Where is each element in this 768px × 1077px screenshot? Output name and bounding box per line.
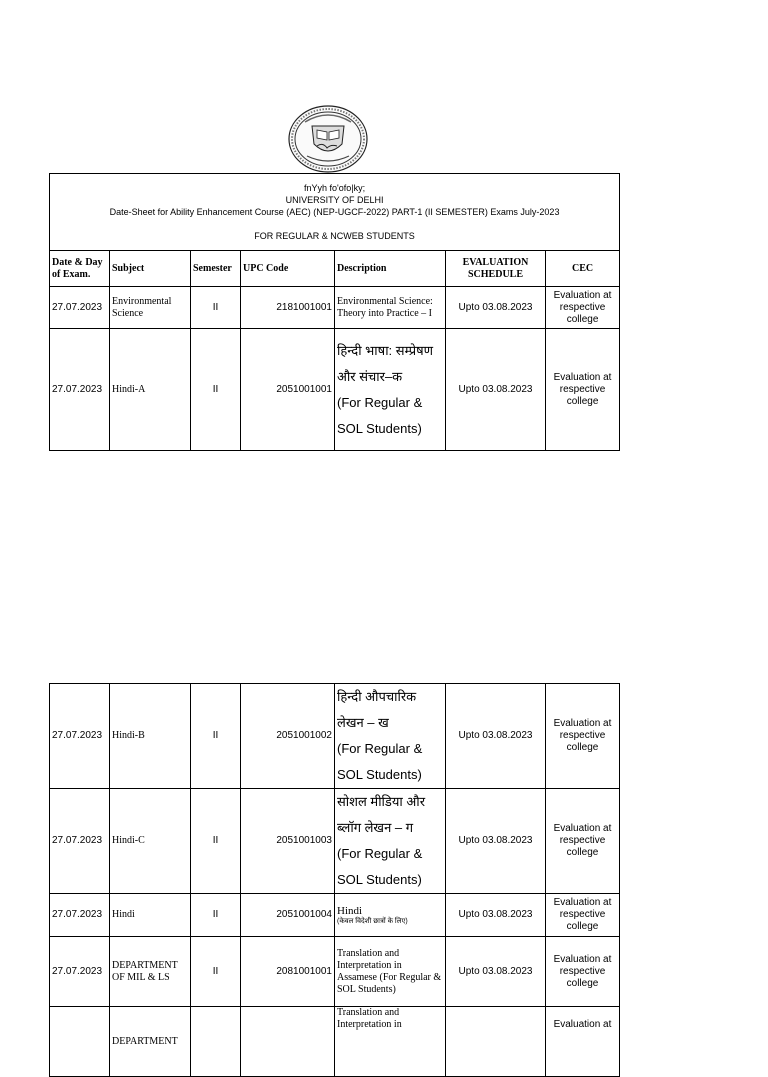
cell-upc: 2051001001 xyxy=(241,329,335,451)
col-header-date: Date & Day of Exam. xyxy=(50,251,110,287)
cell-evaluation: Upto 03.08.2023 xyxy=(446,329,546,451)
cell-description: Translation and Interpretation in xyxy=(335,1007,446,1077)
cell-upc xyxy=(241,1007,335,1077)
cell-evaluation: Upto 03.08.2023 xyxy=(446,789,546,894)
cell-upc: 2181001001 xyxy=(241,287,335,329)
cell-semester: II xyxy=(191,894,241,937)
cell-cec: Evaluation at respective college xyxy=(546,329,620,451)
university-seal-logo xyxy=(287,104,369,174)
cell-subject: Hindi-C xyxy=(110,789,191,894)
cell-evaluation xyxy=(446,1007,546,1077)
cell-upc: 2051001003 xyxy=(241,789,335,894)
cell-cec: Evaluation at respective college xyxy=(546,789,620,894)
table-row xyxy=(50,684,620,789)
datesheet-table-top xyxy=(49,173,620,451)
cell-date: 27.07.2023 xyxy=(50,684,110,789)
column-header-row xyxy=(50,251,620,287)
cell-cec: Evaluation at respective college xyxy=(546,937,620,1007)
description-line: SOL Students) xyxy=(337,420,422,436)
cell-description xyxy=(335,894,446,937)
col-header-subject: Subject xyxy=(110,251,191,287)
datesheet-header xyxy=(50,174,620,251)
table-row xyxy=(50,789,620,894)
cell-evaluation: Upto 03.08.2023 xyxy=(446,684,546,789)
cell-subject: DEPARTMENT xyxy=(110,1007,191,1077)
col-header-semester: Semester xyxy=(191,251,241,287)
description-note: (केवल विदेशी छात्रों के लिए) xyxy=(337,917,408,925)
cell-description xyxy=(335,789,446,894)
cell-semester: II xyxy=(191,684,241,789)
cell-upc: 2051001004 xyxy=(241,894,335,937)
cell-subject: Hindi xyxy=(110,894,191,937)
col-header-evaluation: EVALUATION SCHEDULE xyxy=(446,251,546,287)
cell-semester: II xyxy=(191,329,241,451)
cell-evaluation: Upto 03.08.2023 xyxy=(446,937,546,1007)
description-line: (For Regular & xyxy=(337,741,423,756)
cell-cec: Evaluation at respective college xyxy=(546,894,620,937)
table-row xyxy=(50,894,620,937)
cell-date xyxy=(50,1007,110,1077)
cell-upc: 2081001001 xyxy=(241,937,335,1007)
cell-subject: DEPARTMENT OF MIL & LS xyxy=(110,937,191,1007)
table-row xyxy=(50,937,620,1007)
cell-evaluation: Upto 03.08.2023 xyxy=(446,287,546,329)
description-line: SOL Students) xyxy=(337,767,422,782)
description-line: हिन्दी औपचारिक xyxy=(337,689,417,704)
description-line: ब्लॉग लेखन – ग xyxy=(337,820,414,835)
col-header-description: Description xyxy=(335,251,446,287)
description-line: SOL Students) xyxy=(337,872,422,887)
students-note: FOR REGULAR & NCWEB STUDENTS xyxy=(254,231,415,241)
cell-cec: Evaluation at respective college xyxy=(546,287,620,329)
cell-date: 27.07.2023 xyxy=(50,329,110,451)
cell-cec: Evaluation at respective college xyxy=(546,684,620,789)
description-line: सोशल मीडिया और xyxy=(337,794,426,809)
cell-semester xyxy=(191,1007,241,1077)
cell-semester: II xyxy=(191,937,241,1007)
cell-evaluation: Upto 03.08.2023 xyxy=(446,894,546,937)
description-line: हिन्दी भाषा: सम्प्रेषण xyxy=(337,342,434,358)
cell-description: Environmental Science: Theory into Practice – I xyxy=(335,287,446,329)
cell-date: 27.07.2023 xyxy=(50,894,110,937)
cell-date: 27.07.2023 xyxy=(50,287,110,329)
cell-subject: Hindi-B xyxy=(110,684,191,789)
cell-description xyxy=(335,329,446,451)
cell-description: Translation and Interpretation in Assamese (For Regular & SOL Students) xyxy=(335,937,446,1007)
col-header-upc: UPC Code xyxy=(241,251,335,287)
cell-cec: Evaluation at xyxy=(546,1007,620,1077)
hindi-title: fnYyh fo'ofo|ky; xyxy=(304,183,366,193)
datesheet-title: Date-Sheet for Ability Enhancement Course (AEC) (NEP-UGCF-2022) PART-1 (II SEMESTER) Exams July-2023 xyxy=(109,207,560,217)
cell-date: 27.07.2023 xyxy=(50,789,110,894)
description-line: Hindi xyxy=(337,904,363,917)
description-line: और संचार–क xyxy=(337,368,403,384)
description-line: लेखन – ख xyxy=(337,715,389,730)
datesheet-table-bottom xyxy=(49,683,620,1077)
cell-semester: II xyxy=(191,287,241,329)
cell-subject: Environmental Science xyxy=(110,287,191,329)
description-line: (For Regular & xyxy=(337,846,423,861)
table-row xyxy=(50,329,620,451)
cell-semester: II xyxy=(191,789,241,894)
table-row xyxy=(50,1007,620,1077)
cell-date: 27.07.2023 xyxy=(50,937,110,1007)
description-line: (For Regular & xyxy=(337,394,423,410)
cell-upc: 2051001002 xyxy=(241,684,335,789)
table-row xyxy=(50,287,620,329)
cell-description xyxy=(335,684,446,789)
col-header-cec: CEC xyxy=(546,251,620,287)
cell-subject: Hindi-A xyxy=(110,329,191,451)
university-name: UNIVERSITY OF DELHI xyxy=(285,195,384,205)
